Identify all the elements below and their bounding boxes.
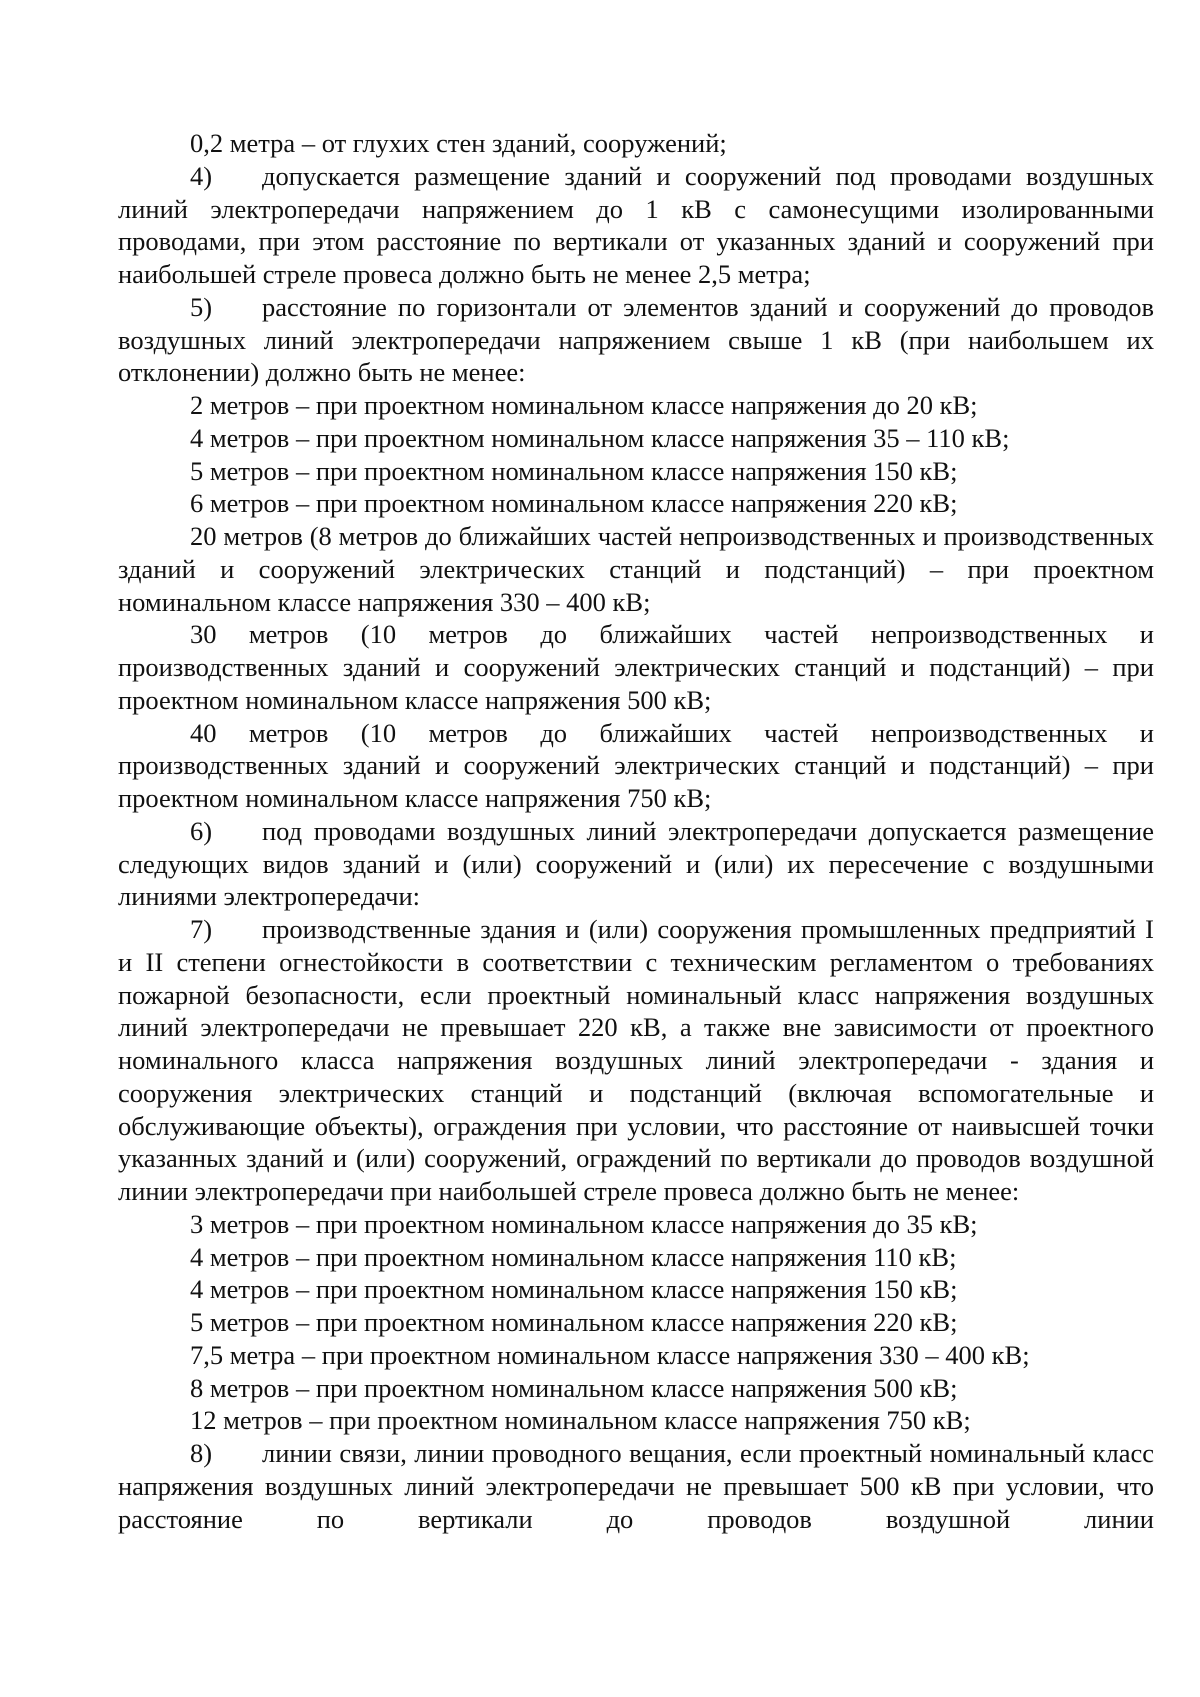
list-item-number: 6) <box>190 815 213 846</box>
list-item-text: производственные здания и (или) сооружения промышленных предприятий I и II степени огнестойкости в соответствии с техническим регламентом о требованиях пожарной безопасности, если проектный номинальный класс напряжения воздушных линий электропередачи не превышает 220 кВ, а также вне зависимости от проектного номинального класса напряжения воздушных линий электропередачи - здания и сооружения электрических станций и подстанций (включая вспомогательные и обслуживающие объекты), ограждения при условии, что расстояние от наивысшей точки указанных зданий и (или) сооружений, ограждений по вертикали до проводов воздушной линии электропередачи при наибольшей стреле провеса должно быть не менее: <box>118 914 1154 1206</box>
paragraph-0-2-meters-blank-walls: 0,2 метра – от глухих стен зданий, сооружений; <box>190 128 727 158</box>
list-item-5 <box>118 291 1154 389</box>
vertical-distance-12m: 12 метров – при проектном номинальном классе напряжения 750 кВ; <box>190 1405 971 1436</box>
distance-line-2m: 2 метров – при проектном номинальном классе напряжения до 20 кВ; <box>190 390 978 420</box>
vertical-distance-7-5m: 7,5 метра – при проектном номинальном классе напряжения 330 – 400 кВ; <box>190 1339 1030 1370</box>
distance-line-20m: 20 метров (8 метров до ближайших частей непроизводственных и производственных зданий и сооружений электрических станций и подстанций) – при проектном номинальном классе напряжения 330 – 400 кВ; <box>118 521 1154 617</box>
list-item-6 <box>118 815 1154 913</box>
distance-line-4m: 4 метров – при проектном номинальном классе напряжения 35 – 110 кВ; <box>190 422 1010 453</box>
list-item-8 <box>118 1437 1154 1535</box>
vertical-distance-8m: 8 метров – при проектном номинальном классе напряжения 500 кВ; <box>190 1372 958 1403</box>
distance-line-5m: 5 метров – при проектном номинальном классе напряжения 150 кВ; <box>190 455 958 486</box>
list-item-number: 7) <box>190 914 213 944</box>
list-item-text: линии связи, линии проводного вещания, если проектный номинальный класс напряжения воздушных линий электропередачи не превышает 500 кВ при условии, что расстояние по вертикали до проводов воздушной линии <box>118 1438 1154 1534</box>
vertical-distance-4m-150kv: 4 метров – при проектном номинальном классе напряжения 150 кВ; <box>190 1274 958 1305</box>
list-item-7 <box>118 913 1154 1208</box>
list-item-4 <box>118 160 1154 291</box>
document-body <box>118 127 1154 1535</box>
distance-line-30m: 30 метров (10 метров до ближайших частей непроизводственных и производственных зданий и сооружений электрических станций и подстанций) – при проектном номинальном классе напряжения 500 кВ; <box>118 619 1154 715</box>
list-item-text: расстояние по горизонтали от элементов зданий и сооружений до проводов воздушных линий электропередачи напряжением свыше 1 кВ (при наибольшем их отклонении) должно быть не менее: <box>118 291 1154 388</box>
list-item-text: допускается размещение зданий и сооружений под проводами воздушных линий электропередачи напряжением до 1 кВ с самонесущими изолированными проводами, при этом расстояние по вертикали от указанных зданий и сооружений при наибольшей стреле провеса должно быть не менее 2,5 метра; <box>118 160 1154 289</box>
vertical-distance-5m: 5 метров – при проектном номинальном классе напряжения 220 кВ; <box>190 1307 958 1337</box>
vertical-distance-4m-110kv: 4 метров – при проектном номинальном классе напряжения 110 кВ; <box>190 1241 957 1272</box>
vertical-distance-3m: 3 метров – при проектном номинальном классе напряжения до 35 кВ; <box>190 1208 978 1239</box>
list-item-number: 5) <box>190 291 213 322</box>
list-item-number: 8) <box>190 1438 213 1468</box>
distance-line-40m: 40 метров (10 метров до ближайших частей непроизводственных и производственных зданий и сооружений электрических станций и подстанций) – при проектном номинальном классе напряжения 750 кВ; <box>118 717 1154 813</box>
distance-line-6m: 6 метров – при проектном номинальном классе напряжения 220 кВ; <box>190 488 958 519</box>
list-item-text: под проводами воздушных линий электропередачи допускается размещение следующих видов зданий и (или) сооружений и (или) их пересечение с воздушными линиями электропередачи: <box>118 815 1154 912</box>
list-item-number: 4) <box>190 160 213 191</box>
